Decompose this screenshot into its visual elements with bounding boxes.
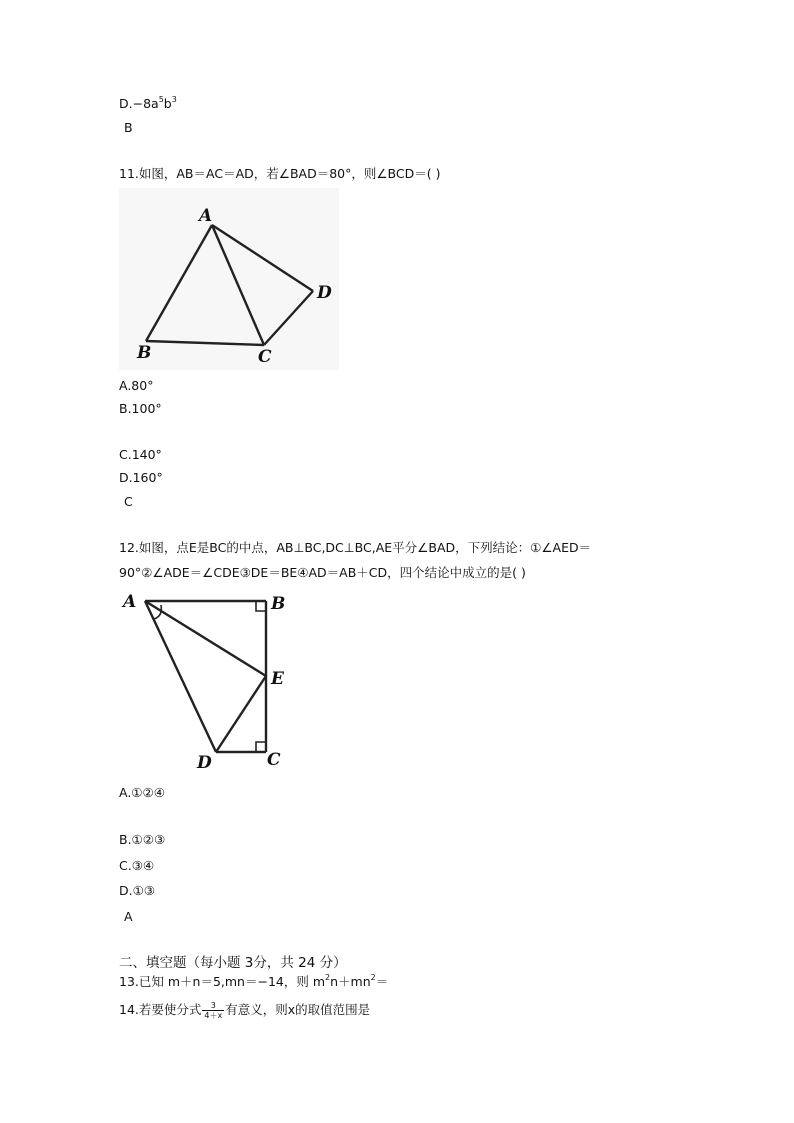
q12-option-b: B.①②③ — [119, 832, 166, 847]
q12-right-angle-c — [256, 742, 266, 752]
q12-right-angle-b — [256, 601, 266, 611]
q11-option-b: B.100° — [119, 401, 162, 416]
q12-option-d: D.①③ — [119, 883, 156, 898]
q11-label-d: D — [317, 283, 332, 303]
q11-answer: C — [124, 494, 133, 509]
q12-segment-de — [216, 676, 266, 752]
q14-fraction: $\frac{3}{4+x}$ — [204, 1001, 223, 1020]
q14-stem: 14.若要使分式 $\frac{3}{4+x}$ 有意义，则x的取值范围是 — [119, 1001, 371, 1020]
q12-figure-lines — [145, 601, 266, 752]
q11-label-b: B — [137, 343, 152, 363]
q11-figure — [119, 188, 339, 370]
q12-label-a: A — [123, 592, 137, 612]
section2-heading: 二、填空题（每小题 3分，共 24 分） — [119, 955, 347, 971]
q11-label-a: A — [199, 206, 213, 226]
q11-option-c: C.140° — [119, 447, 162, 462]
q12-label-d: D — [197, 753, 212, 773]
q13-stem: 13.已知 m＋n＝5,mn＝−14，则 $m^2n+mn^2=$ — [119, 973, 389, 989]
q12-stem-line1: 12.如图，点E是BC的中点，AB⊥BC,DC⊥BC,AE平分∠BAD，下列结论：①∠AED＝ — [119, 540, 592, 555]
q10-answer: B — [124, 120, 133, 135]
q12-option-c: C.③④ — [119, 858, 155, 873]
q12-option-a: A.①②④ — [119, 785, 165, 800]
q12-label-e: E — [271, 669, 284, 689]
q12-stem-line2: 90°②∠ADE＝∠CDE③DE＝BE④AD＝AB＋CD，四个结论中成立的是( ) — [119, 565, 526, 580]
q11-option-d: D.160° — [119, 470, 163, 485]
q11-label-c: C — [258, 347, 272, 367]
q12-label-b: B — [271, 594, 286, 614]
q12-label-c: C — [267, 750, 281, 770]
q12-answer: A — [124, 909, 133, 924]
q12-figure — [119, 588, 294, 774]
q11-stem: 11.如图，AB＝AC＝AD，若∠BAD＝80°，则∠BCD＝( ) — [119, 166, 441, 181]
q10-option-d: $D.-8a^5b^3$ — [119, 95, 177, 111]
q11-option-a: A.80° — [119, 378, 154, 393]
